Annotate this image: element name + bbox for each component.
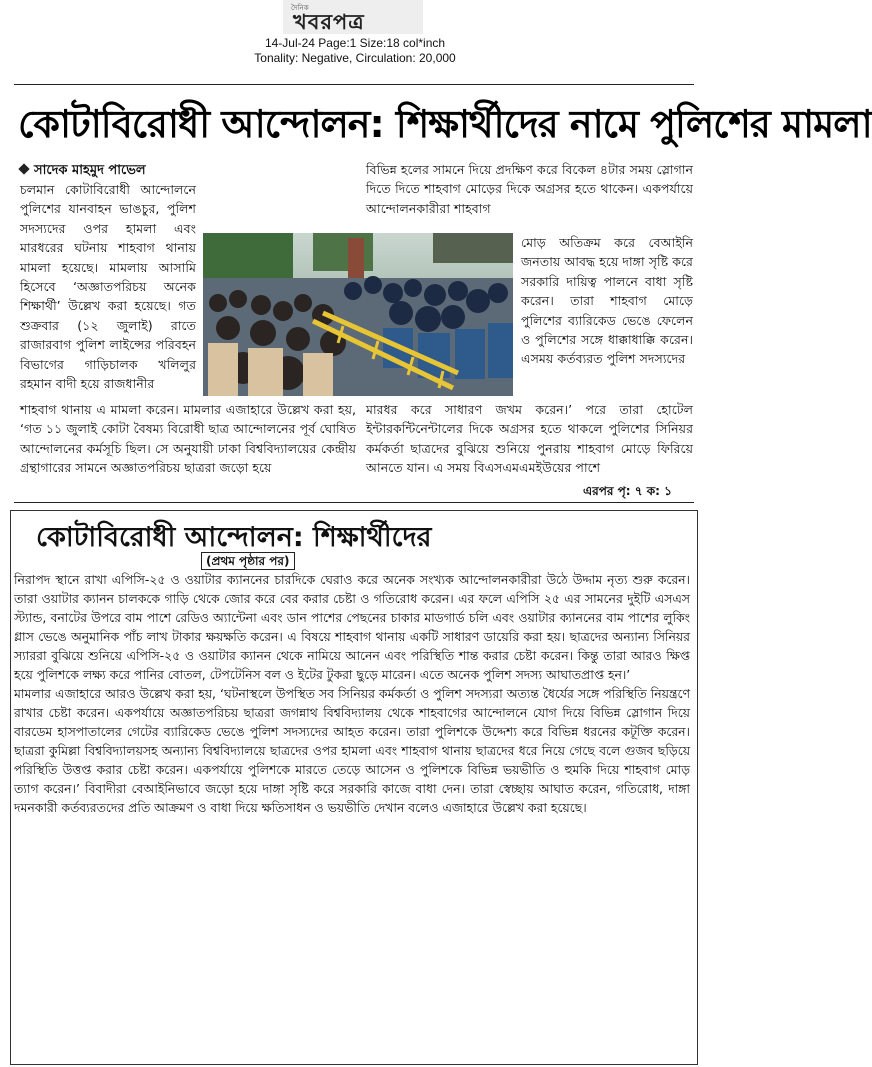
article2-paragraph-1: নিরাপদ স্থানে রাখা এপিসি-২৫ ও ওয়াটার ক্যাননের চারদিকে ঘেরাও করে অনেক সংখ্যক আন্দোলনকারীরা উঠে উদ্দাম নৃত্য শুরু করেন। তারা ওয়াটার ক্যানন চালককে গাড়ি থেকে জোর করে বের করার চেষ্টা ও গতিরোধ করেন। এর ফলে এপিসি ২৫ এর সামনের দুইটি এসএস স্ট্যান্ড, বনাটের উপরে বাম পাশে রেডিও অ্যান্টেনা এবং ডান পাশের পেছনের চাকার মাডগার্ড চলি এবং ওয়াটার ক্যাননের বাম পাশের লুকিং গ্লাস ভেঙে অনুমানিক পাঁচ লাখ টাকার ক্ষয়ক্ষতি করেন। এ বিষয়ে শাহবাগ থানায় একটি সাধারণ ডায়েরি করা হয়। ছাত্রদের অন্যান্য সিনিয়র স্যাররা বুঝিয়ে শুনিয়ে এপিসি-২৫ ও ওয়াটার ক্যানন থেকে নামিয়ে আনেন এবং পরিস্থিতি শান্ত করার চেষ্টা করেন। কিন্তু তারা আরও ক্ষিপ্ত হয়ে পুলিশকে লক্ষ্য করে পানির বোতল, টেপটেনিস বল ও ইটের টুকরা ছুড়ে মারেন। এতে অনেক পুলিশ সদস্য আঘাতপ্রাপ্ত হন।’ [14,572,690,682]
article1-right-top-column [366,160,693,230]
article1-right-column [521,233,693,398]
article1-left-wide-text: শাহবাগ থানায় এ মামলা করেন। মামলার এজাহারে উল্লেখ করা হয়, ‘গত ১১ জুলাই কোটা বৈষম্য বিরোধী ছাত্র আন্দোলনের পূর্ব ঘোষিত আন্দোলনের কর্মসূচি ছিল। সে অনুযায়ী ঢাকা বিশ্ববিদ্যালয়ের কেন্দ্রীয় গ্রন্থাগারের সামনে অজ্ঞাতপরিচয় ছাত্ররা জড়ো হয়ে [20,402,356,476]
diamond-bullet-icon [18,163,29,174]
article2-headline: কোটাবিরোধী আন্দোলন: শিক্ষার্থীদের [36,522,432,553]
article1-left-column [20,180,196,398]
byline-author: সাদেক মাহমুদ পাভেল [34,163,146,178]
masthead-prefix: দৈনিক [291,4,309,12]
article1-continuation: এরপর পৃ: ৭ ক: ১ [583,484,672,498]
masthead-name: খবরপত্র [293,10,365,34]
article1-byline [20,161,146,182]
article1-left-text: চলমান কোটাবিরোধী আন্দোলনে পুলিশের যানবাহন ভাঙচুর, পুলিশ সদস্যদের ওপর হামলা এবং মারধরের ঘটনায় শাহবাগ থানায় মামলা হয়েছে। মামলায় আসামি হিসেবে ‘অজ্ঞাতপরিচয় অনেক শিক্ষার্থী’ উল্লেখ করা হয়েছে। গত শুক্রবার (১২ জুলাই) রাতে রাজারবাগ পুলিশ লাইন্সের পরিবহন বিভাগের গাড়িচালক খলিলুর রহমান বাদী হয়ে রাজধানীর [20,182,196,392]
section-divider [14,502,694,503]
article2-subhead: (প্রথম পৃষ্ঠার পর) [201,552,295,570]
protest-photo [203,233,513,396]
article1-right-wide-text: মারধর করে সাধারণ জখম করেন।’ পরে তারা হোটেল ইন্টারকন্টিনেন্টালের দিকে অগ্রসর হতে থাকলে পুলিশের সিনিয়র কর্মকর্তা ছাত্রদের বুঝিয়ে শুনিয়ে পুনরায় শাহবাগ মোড়ে ফিরিয়ে আনতে যান। এ সময় বিএসএমএমইউয়ের পাশে [366,402,693,476]
protest-photo-icon [203,233,513,396]
clip-info-line-2: Tonality: Negative, Circulation: 20,000 [254,51,456,65]
article1-right-wide-column [366,400,693,480]
article1-left-wide-column [20,400,356,480]
clip-info-line-1: 14-Jul-24 Page:1 Size:18 col*inch [264,36,446,50]
article2-paragraph-2: মামলার এজাহারে আরও উল্লেখ করা হয়, ‘ঘটনাস্থলে উপস্থিত সব সিনিয়র কর্মকর্তা ও পুলিশ সদস্যরা অত্যন্ত ধৈর্যের সঙ্গে পরিস্থিতি নিয়ন্ত্রণে রাখার চেষ্টা করেন। একপর্যায়ে অজ্ঞাতপরিচয় ছাত্ররা জগন্নাথ বিশ্ববিদ্যালয় থেকে শাহবাগের আন্দোলনে যোগ দিয়ে বিভিন্ন স্লোগান দিয়ে বারডেম হাসপাতালের গেটের ব্যারিকেড ভেঙে পুলিশ সদস্যদের আহত করেন। তারা পুলিশকে উদ্দেশ্য করে বিভিন্ন ধরনের কটূক্তি করেন। ছাত্ররা কুমিল্লা বিশ্ববিদ্যালয়সহ অন্যান্য বিশ্ববিদ্যালয়ে ছাত্রদের ওপর হামলা এবং শাহবাগ থানায় ছাত্রদের ধরে নিয়ে গেছে বলে গুজব ছড়িয়ে পরিস্থিতি উত্তপ্ত করার চেষ্টা করেন। একপর্যায়ে পুলিশকে মারতে তেড়ে আসেন ও পুলিশকে বিভিন্ন ভয়ভীতি ও হুমকি দিয়ে শাহবাগ মোড় ত্যাগ করেন।’ বিবাদীরা বেআইনিভাবে জড়ো হয়ে দাঙ্গা সৃষ্টি করে সরকারি কাজে বাধা দেন। তারা স্বেচ্ছায় আঘাত করেন, গতিরোধ, দাঙ্গা দমনকারী কর্তব্যরতদের প্রতি আক্রমণ ও বাধা দিয়ে ক্ষতিসাধন ও ভয়ভীতি দেখান বলেও এজাহারে উল্লেখ করা হয়েছে। [14,686,690,815]
article1-right-top-text: বিভিন্ন হলের সামনে দিয়ে প্রদক্ষিণ করে বিকেল ৪টার সময় স্লোগান দিতে দিতে শাহবাগ মোড়ের দিকে অগ্রসর হতে থাকেন। একপর্যায়ে আন্দোলনকারীরা শাহবাগ [366,162,693,216]
article2-body [14,570,690,817]
article1-right-text: মোড় অতিক্রম করে বেআইনি জনতায় আবদ্ধ হয়ে দাঙ্গা সৃষ্টি করে সরকারি দায়িত্ব পালনে বাধা সৃষ্টি করেন। তারা শাহবাগ মোড়ে পুলিশের ব্যারিকেড ভেঙে ফেলেন ও পুলিশের সঙ্গে ধাক্কাধাক্কি করেন। এসময় কর্তব্যরত পুলিশ সদস্যদের [521,235,693,367]
newspaper-masthead [283,0,423,34]
top-divider [14,84,694,85]
article1-headline: কোটাবিরোধী আন্দোলন: শিক্ষার্থীদের নামে পুলিশের মামলা [18,102,872,146]
